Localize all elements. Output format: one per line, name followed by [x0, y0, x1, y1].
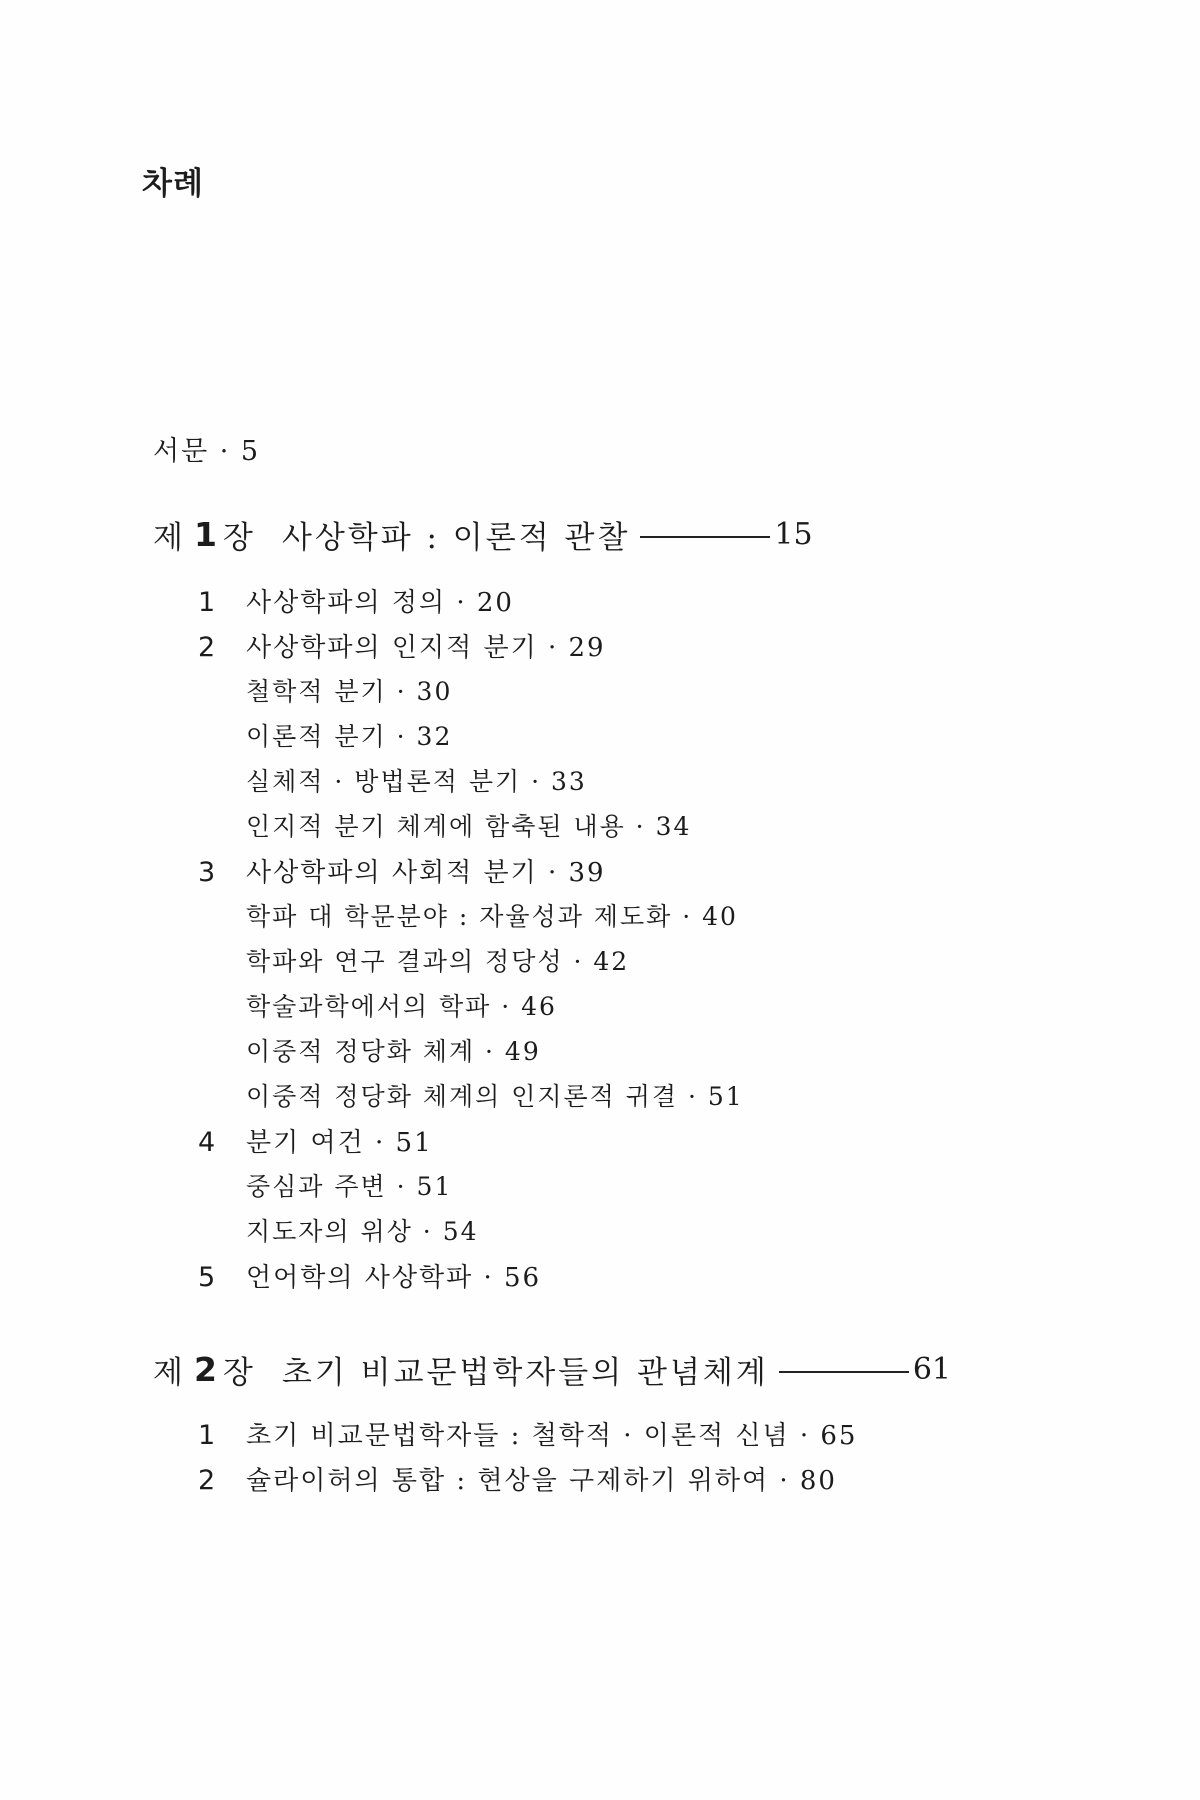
- chapter-number: 2: [193, 1350, 218, 1389]
- chapter-number: 1: [193, 515, 218, 554]
- chapter-prefix: 제: [153, 1355, 184, 1391]
- section-number: 5: [198, 1262, 216, 1293]
- section-title: 초기 비교문법학자들 : 철학적 · 이론적 신념 · 65: [246, 1421, 858, 1451]
- section-number: 3: [198, 857, 216, 888]
- section-number: 2: [198, 1465, 216, 1496]
- toc-subsection: 철학적 분기 · 30: [246, 677, 453, 706]
- chapter-page: 61: [912, 1352, 952, 1387]
- toc-section: [198, 1122, 433, 1159]
- section-title: 사상학파의 인지적 분기 · 29: [246, 633, 606, 663]
- toc-subsection: 이론적 분기 · 32: [246, 722, 453, 751]
- toc-section: [198, 852, 606, 889]
- chapter-suffix: 장: [222, 1355, 254, 1391]
- leader-rule: [779, 1371, 909, 1373]
- toc-section: [198, 1415, 857, 1452]
- section-title: 분기 여건 · 51: [246, 1128, 433, 1158]
- preface-entry: 서문 · 5: [153, 436, 261, 467]
- toc-subsection: 인지적 분기 체계에 함축된 내용 · 34: [246, 812, 692, 841]
- chapter-title: 초기 비교문법학자들의 관념체계: [281, 1355, 769, 1391]
- section-number: 1: [198, 587, 216, 618]
- chapter-page: 15: [774, 517, 813, 552]
- section-number: 4: [198, 1127, 216, 1158]
- toc-subsection: 이중적 정당화 체계의 인지론적 귀결 · 51: [246, 1082, 744, 1111]
- chapter-suffix: 장: [222, 520, 254, 556]
- toc-subsection: 학파와 연구 결과의 정당성 · 42: [246, 947, 630, 976]
- toc-subsection: 지도자의 위상 · 54: [246, 1217, 479, 1246]
- toc-section: [198, 1257, 541, 1294]
- page-title: 차례: [142, 166, 204, 202]
- chapter-2-heading: [153, 1347, 951, 1392]
- leader-rule: [640, 536, 770, 538]
- chapter-1-heading: [153, 512, 813, 557]
- section-number: 1: [198, 1420, 216, 1451]
- chapter-prefix: 제: [153, 520, 184, 556]
- toc-section: [198, 627, 606, 664]
- toc-section: [198, 1460, 837, 1497]
- toc-section: [198, 582, 514, 619]
- chapter-title: 사상학파 : 이론적 관찰: [281, 520, 631, 556]
- section-title: 사상학파의 사회적 분기 · 39: [246, 858, 606, 888]
- toc-subsection: 학술과학에서의 학파 · 46: [246, 992, 557, 1021]
- section-title: 슐라이허의 통합 : 현상을 구제하기 위하여 · 80: [246, 1466, 837, 1496]
- toc-subsection: 실체적 · 방법론적 분기 · 33: [246, 767, 587, 796]
- toc-subsection: 중심과 주변 · 51: [246, 1172, 453, 1201]
- section-title: 사상학파의 정의 · 20: [246, 588, 514, 618]
- section-number: 2: [198, 632, 216, 663]
- toc-subsection: 이중적 정당화 체계 · 49: [246, 1037, 541, 1066]
- section-title: 언어학의 사상학파 · 56: [246, 1263, 542, 1293]
- toc-subsection: 학파 대 학문분야 : 자율성과 제도화 · 40: [246, 902, 738, 931]
